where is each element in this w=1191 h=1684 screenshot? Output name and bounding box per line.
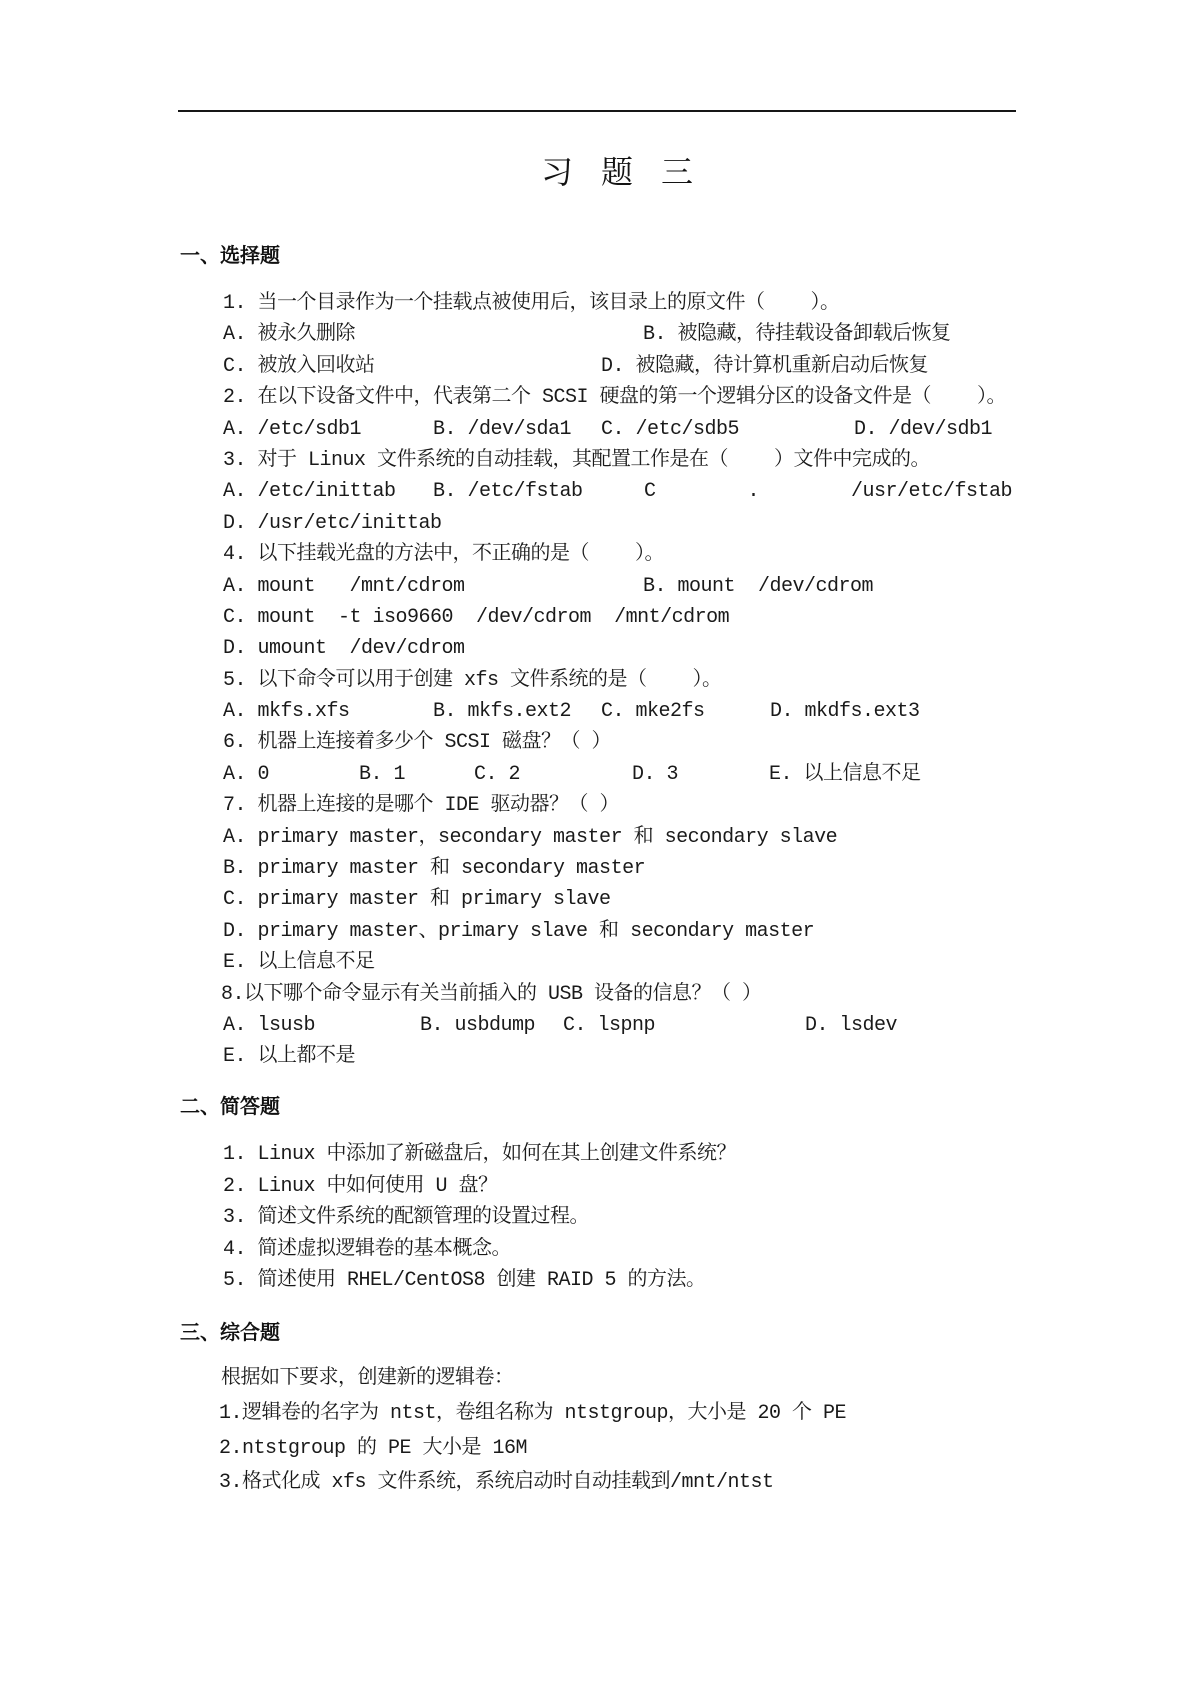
comprehensive-task <box>0 1362 1191 1501</box>
option-a: A. lsusb <box>223 1013 316 1037</box>
option-a: A. 被永久删除 <box>223 323 356 347</box>
question-stem: 3. 对于 Linux 文件系统的自动挂载，其配置工作是在（ ）文件中完成的。 <box>223 448 931 472</box>
short-answer-question: 3. 简述文件系统的配额管理的设置过程。 <box>223 1206 590 1229</box>
question-stem: 2. 在以下设备文件中，代表第二个 SCSI 硬盘的第一个逻辑分区的设备文件是（ ）。 <box>223 386 1007 410</box>
question-stem: 4. 以下挂载光盘的方法中，不正确的是（ ）。 <box>223 543 665 567</box>
list-item <box>0 1139 1191 1171</box>
option-c: C. mke2fs <box>601 700 705 724</box>
option-a: A. 0 <box>223 762 270 786</box>
option-c: C. primary master 和 primary slave <box>223 888 611 912</box>
option-d: D. lsdev <box>805 1013 898 1037</box>
question-stem: 7. 机器上连接的是哪个 IDE 驱动器？（ ） <box>223 794 620 818</box>
question-7-options-row <box>0 916 1191 947</box>
question-2-options-row <box>0 414 1191 445</box>
option-d: D. 被隐藏，待计算机重新启动后恢复 <box>601 354 929 378</box>
task-intro: 根据如下要求，创建新的逻辑卷： <box>221 1367 514 1390</box>
option-b: B. mount /dev/cdrom <box>643 574 874 598</box>
question-6-options-row <box>0 759 1191 790</box>
question-8-options-row <box>0 1041 1191 1072</box>
question-stem: 8.以下哪个命令显示有关当前插入的 USB 设备的信息？（ ） <box>221 982 762 1006</box>
option-c: C. /etc/sdb5 <box>601 417 740 441</box>
option-a: A. mkfs.xfs <box>223 700 350 724</box>
option-b: B. usbdump <box>420 1013 536 1037</box>
short-answer-question: 4. 简述虚拟逻辑卷的基本概念。 <box>223 1237 512 1261</box>
option-c: C . /usr/etc/fstab <box>644 480 1012 504</box>
list-item <box>0 1466 1191 1501</box>
option-b: B. 1 <box>359 762 406 786</box>
short-answer-question: 2. Linux 中如何使用 U 盘？ <box>223 1174 498 1198</box>
question-7-options-row <box>0 884 1191 915</box>
section-heading-comprehensive: 三、综合题 <box>180 1320 280 1344</box>
question-3-stem-line <box>0 445 1191 476</box>
question-5-stem-line <box>0 665 1191 696</box>
list-item <box>0 1171 1191 1203</box>
question-stem: 6. 机器上连接着多少个 SCSI 磁盘？（ ） <box>223 731 612 755</box>
question-7-options-row <box>0 822 1191 853</box>
option-c: C. mount -t iso9660 /dev/cdrom /mnt/cdrom <box>223 605 730 629</box>
option-c: C. 被放入回收站 <box>223 354 375 378</box>
page-title: 习 题 三 <box>541 156 698 193</box>
option-c: C. lspnp <box>563 1013 656 1037</box>
option-a: A. mount /mnt/cdrom <box>223 574 465 598</box>
question-7-stem-line <box>0 790 1191 821</box>
question-8-options-row <box>0 1010 1191 1041</box>
question-7-options-row <box>0 947 1191 978</box>
task-requirement: 1.逻辑卷的名字为 ntst，卷组名称为 ntstgroup，大小是 20 个 PE <box>219 1401 847 1425</box>
question-1-options-row <box>0 319 1191 350</box>
question-7-options-row <box>0 853 1191 884</box>
question-4-options-row <box>0 633 1191 664</box>
question-1-options-row <box>0 351 1191 382</box>
question-4-options-row <box>0 602 1191 633</box>
task-intro-line <box>0 1362 1191 1397</box>
option-e: E. 以上信息不足 <box>223 951 375 975</box>
option-a: A. primary master，secondary master 和 secondary slave <box>223 825 838 849</box>
option-d: D. mkdfs.ext3 <box>770 700 920 724</box>
question-3-options-row <box>0 508 1191 539</box>
option-b: B. /dev/sda1 <box>433 417 572 441</box>
question-8-stem-line <box>0 979 1191 1010</box>
question-2-stem-line <box>0 382 1191 413</box>
option-d: D. 3 <box>632 762 679 786</box>
list-item <box>0 1432 1191 1467</box>
option-b: B. mkfs.ext2 <box>433 700 572 724</box>
option-a: A. /etc/inittab <box>223 480 396 504</box>
list-item <box>0 1202 1191 1234</box>
question-3-options-row <box>0 476 1191 507</box>
question-5-options-row <box>0 696 1191 727</box>
list-item <box>0 1397 1191 1432</box>
question-6-stem-line <box>0 727 1191 758</box>
option-e: E. 以上信息不足 <box>769 762 921 786</box>
question-1-stem-line <box>0 288 1191 319</box>
task-requirement: 3.格式化成 xfs 文件系统，系统启动时自动挂载到/mnt/ntst <box>219 1471 774 1495</box>
short-answer-question: 1. Linux 中添加了新磁盘后，如何在其上创建文件系统？ <box>223 1143 737 1166</box>
section-heading-choice: 一、选择题 <box>180 243 280 267</box>
option-b: B. /etc/fstab <box>433 480 583 504</box>
question-stem: 5. 以下命令可以用于创建 xfs 文件系统的是（ ）。 <box>223 668 722 692</box>
option-b: B. primary master 和 secondary master <box>223 857 646 881</box>
option-d: D. primary master、primary slave 和 secondary master <box>223 919 815 943</box>
option-d: D. umount /dev/cdrom <box>223 637 465 661</box>
option-a: A. /etc/sdb1 <box>223 417 362 441</box>
option-c: C. 2 <box>474 762 521 786</box>
list-item <box>0 1265 1191 1297</box>
short-answer-question: 5. 简述使用 RHEL/CentOS8 创建 RAID 5 的方法。 <box>223 1269 706 1292</box>
option-e: E. 以上都不是 <box>223 1045 356 1069</box>
list-item <box>0 1234 1191 1266</box>
option-b: B. 被隐藏，待挂载设备卸载后恢复 <box>643 323 951 347</box>
short-answer-list <box>0 1139 1191 1297</box>
section-heading-short-answer: 二、简答题 <box>180 1094 280 1118</box>
question-stem: 1. 当一个目录作为一个挂载点被使用后，该目录上的原文件（ ）。 <box>223 292 840 315</box>
header-rule <box>178 110 1016 112</box>
question-4-options-row <box>0 571 1191 602</box>
question-4-stem-line <box>0 539 1191 570</box>
option-d: D. /dev/sdb1 <box>854 417 993 441</box>
option-d: D. /usr/etc/inittab <box>223 511 442 535</box>
choice-questions <box>0 288 1191 1073</box>
task-requirement: 2.ntstgroup 的 PE 大小是 16M <box>219 1436 528 1460</box>
